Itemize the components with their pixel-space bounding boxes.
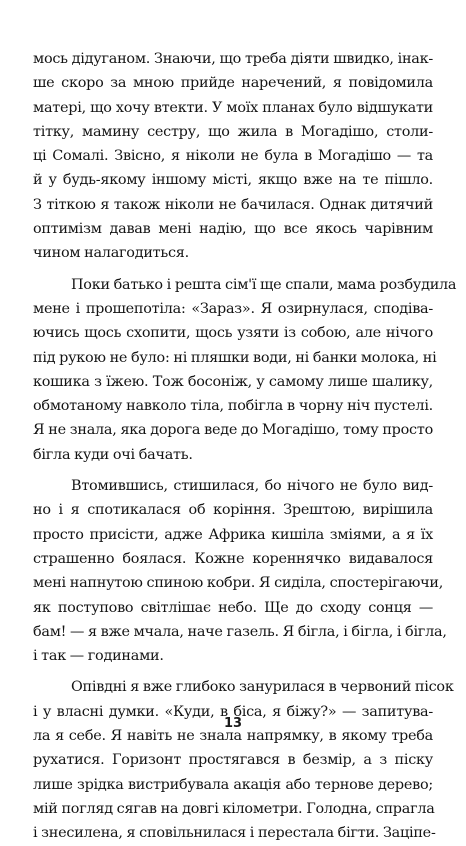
text-line: ці Сомалі. Звісно, я ніколи не була в Могадішо — та [33, 148, 433, 165]
text-line: ючись щось схопити, щось узяти із собою, але нічого [33, 325, 433, 342]
text-line: чином налагодиться. [33, 245, 189, 262]
text-line: мені напнутою спиною кобри. Я сиділа, спостерігаючи, [33, 575, 444, 592]
text-line: Втомившись, стишилася, бо нічого не було вид- [71, 478, 433, 495]
text-line: просто присісти, адже Африка кишіла зміями, а я їх [33, 526, 433, 543]
paragraph-4 [33, 675, 454, 845]
text-line: мене і прошепотіла: «Зараз». Я озирнулася, сподіва- [33, 300, 433, 317]
text-line: бам! — я вже мчала, наче газель. Я бігла, і бігла, і бігла, [33, 623, 447, 640]
text-line: й у будь-якому іншому місті, якщо вже на те пішло. [33, 172, 433, 189]
paragraph-gap [33, 467, 433, 474]
text-line: оптимізм давав мені надію, що все якось чарівним [33, 221, 433, 238]
paragraph-2 [33, 273, 457, 467]
text-line: як поступово світлішає небо. Ще до сходу сонця — [33, 599, 433, 616]
text-line: тітку, мамину сестру, що жила в Могадішо, столи- [33, 123, 433, 140]
text-line: обмотаному навколо тіла, побігла в чорну ніч пустелі. [33, 398, 433, 415]
text-line: матері, що хочу втекти. У моїх планах було відшукати [33, 99, 433, 116]
text-line: під рукою не було: ні пляшки води, ні банки молока, ні [33, 349, 437, 366]
text-line: страшенно боялася. Кожне кореннячко видавалося [33, 550, 433, 567]
text-line: ла я себе. Я навіть не знала напрямку, в якому треба [33, 728, 433, 745]
paragraph-gap [33, 266, 433, 273]
text-line: і у власні думки. «Куди, в біса, я біжу?» — запитува- [33, 703, 433, 720]
page-number: 13 [223, 716, 243, 731]
text-line: бігла куди очі бачать. [33, 446, 193, 463]
text-line: но і я спотикалася об коріння. Зрештою, вирішила [33, 502, 433, 519]
text-line: Поки батько і решта сім'ї ще спали, мама розбудила [71, 276, 457, 293]
text-line: З тіткою я також ніколи не бачилася. Однак дитячий [33, 196, 433, 213]
text-line: лише зрідка вистрибувала акація або тернове дерево; [33, 776, 433, 793]
text-line: і так — годинами. [33, 648, 164, 665]
text-line: Опівдні я вже глибоко занурилася в червоний пісок [71, 679, 454, 696]
text-line: кошика з їжею. Тож босоніж, у самому лише шалику, [33, 373, 433, 390]
text-line: мось дідуганом. Знаючи, що треба діяти швидко, інак- [33, 51, 433, 67]
paragraph-3 [33, 474, 447, 668]
text-line: Я не знала, яка дорога веде до Могадішо, тому просто [33, 422, 433, 439]
text-line: ше скоро за мною прийде наречений, я повідомила [33, 75, 433, 92]
paragraph-gap [33, 668, 433, 675]
text-line: і знесилена, я сповільнилася і перестала бігти. Заціпе- [33, 825, 436, 842]
text-line: мій погляд сягав на довгі кілометри. Голодна, спрагла [33, 800, 435, 817]
paragraph-1 [33, 47, 433, 266]
text-line: рухатися. Горизонт простягався в безмір, а з піску [33, 752, 433, 769]
